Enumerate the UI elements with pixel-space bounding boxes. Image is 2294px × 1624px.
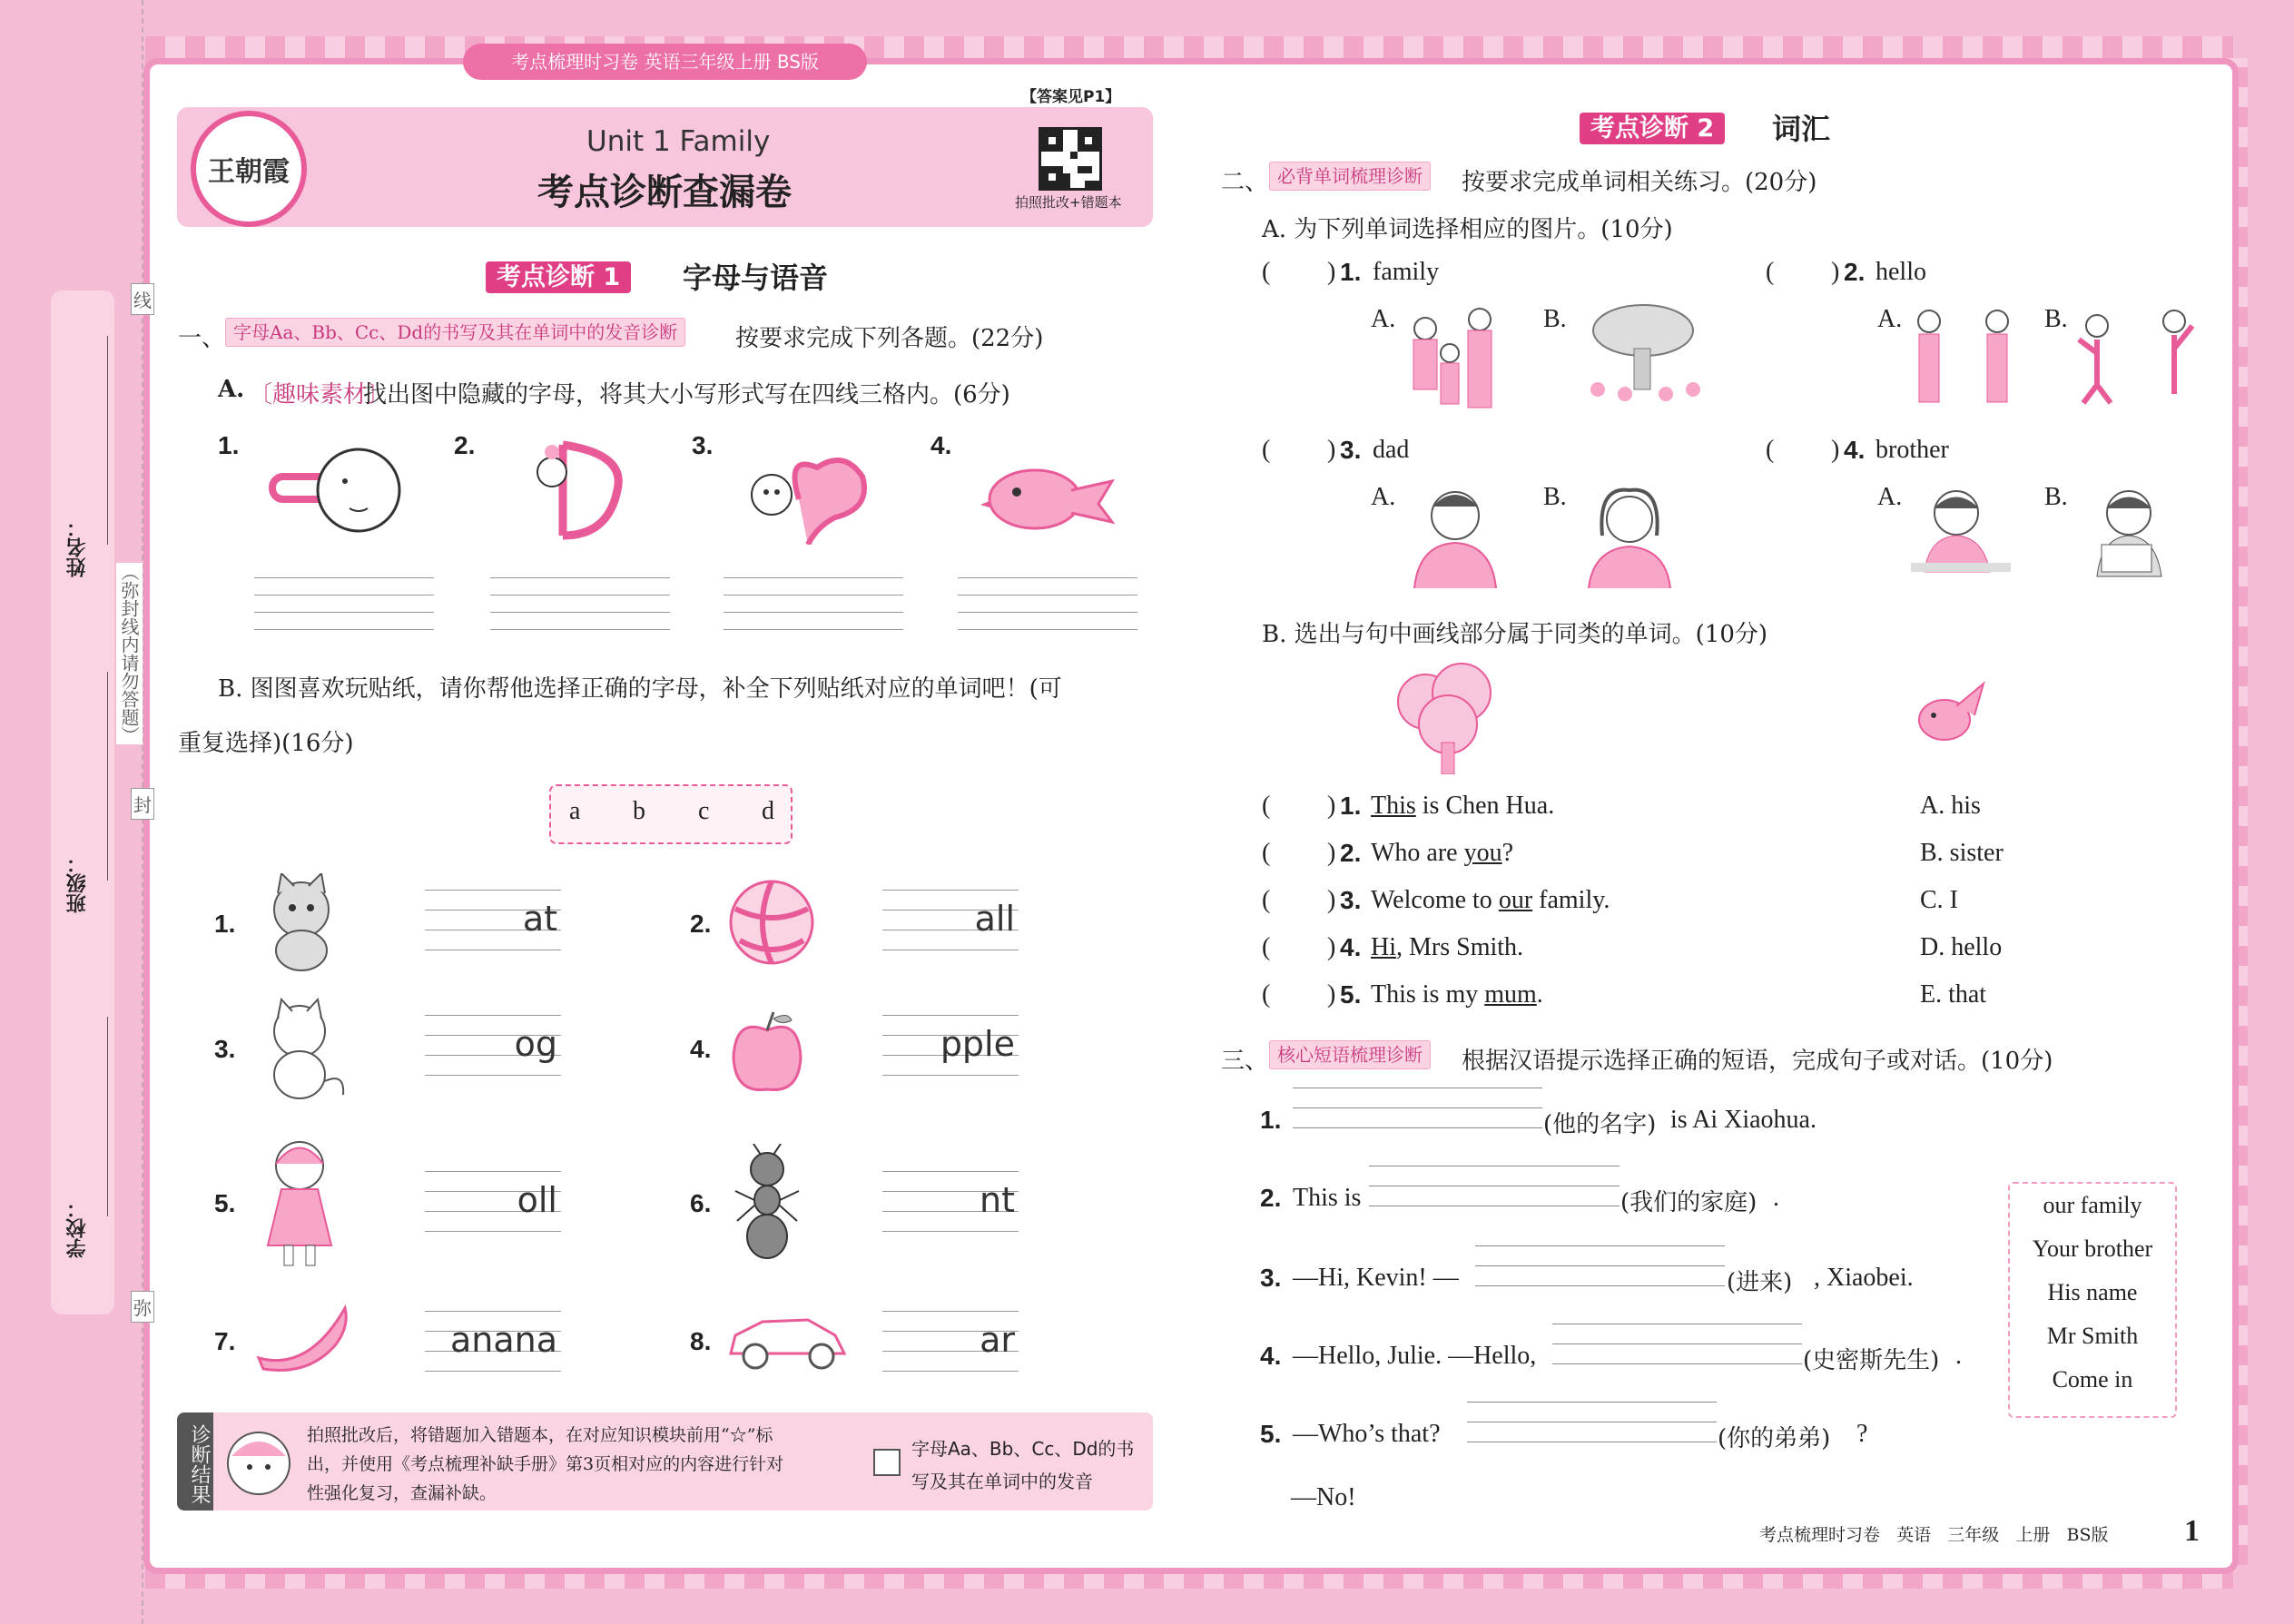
part2-b-2-underlined: you bbox=[1463, 839, 1502, 867]
part2-a-2-option-a: A. bbox=[1877, 305, 1903, 333]
diagnosis-check-label-line1: 字母Aa、Bb、Cc、Dd的书 bbox=[911, 1438, 1135, 1460]
part2-pill: 必背单词梳理诊断 bbox=[1269, 162, 1431, 191]
class-line bbox=[107, 672, 108, 881]
phrase-option-1: our family bbox=[2043, 1192, 2142, 1218]
seal-mark-feng: 封 bbox=[131, 788, 154, 820]
part2-a-2-paren-close: ) bbox=[1831, 258, 1840, 286]
sticker-4-word-lines[interactable] bbox=[882, 1015, 1019, 1075]
sticker-4-word: pple bbox=[940, 1024, 1015, 1064]
diagnosis-text-line2: 出，并使用《考点梳理补缺手册》第3页相对应的内容进行针对 bbox=[307, 1454, 784, 1474]
tree-picture bbox=[1389, 661, 1507, 774]
part1-a-pill: 〔趣味素材〕 bbox=[249, 381, 391, 408]
doll-sticker bbox=[259, 1137, 340, 1273]
part3-1-hint: (他的名字) bbox=[1543, 1111, 1657, 1138]
sticker-2-word: all bbox=[974, 899, 1015, 939]
part2-b-1-sentence bbox=[1371, 792, 1554, 821]
part2-a-1-paren-close: ) bbox=[1327, 258, 1336, 286]
sticker-8-number: 8. bbox=[690, 1327, 712, 1355]
section2-tag-wrap bbox=[1580, 108, 1725, 143]
sticker-7-word: anana bbox=[449, 1320, 557, 1360]
part3-1-number: 1. bbox=[1260, 1106, 1282, 1134]
part2-b-3-underlined: our bbox=[1498, 886, 1533, 914]
diagnosis-checkbox[interactable] bbox=[873, 1449, 901, 1476]
part3-5-answer-lines[interactable] bbox=[1467, 1402, 1717, 1442]
hello-picture-b bbox=[2074, 303, 2201, 412]
part2-a-instruction: A. 为下列单词选择相应的图片。(10分) bbox=[1262, 216, 1673, 243]
part2-pill-wrap bbox=[1269, 162, 1431, 188]
part3-4-pre: —Hello, Julie. —Hello, bbox=[1293, 1342, 1537, 1370]
letter-option-c: c bbox=[698, 797, 710, 825]
hello-picture-a bbox=[1906, 303, 2024, 412]
sticker-5-word: oll bbox=[517, 1180, 557, 1220]
sticker-4-number: 4. bbox=[690, 1035, 712, 1063]
part1-pill-wrap bbox=[225, 318, 685, 344]
phrase-options-box bbox=[2008, 1182, 2177, 1418]
part2-a-1-option-b: B. bbox=[1543, 305, 1567, 333]
part3-5-reply: —No! bbox=[1291, 1483, 1356, 1511]
part2-a-2-paren-open: ( bbox=[1766, 258, 1775, 286]
part1-b-instruction-line2: 重复选择)(16分) bbox=[178, 730, 354, 757]
part3-number: 三、 bbox=[1221, 1048, 1269, 1075]
part1-a-label: A. bbox=[218, 376, 245, 403]
section1-tag-wrap bbox=[486, 257, 631, 292]
diagnosis-check-label-line2: 写及其在单词中的发音 bbox=[911, 1471, 1093, 1492]
part2-b-4-sentence bbox=[1371, 933, 1523, 962]
sticker-1-number: 1. bbox=[214, 910, 236, 938]
sticker-3-word-lines[interactable] bbox=[425, 1015, 561, 1075]
part2-b-5-paren-open: ( bbox=[1262, 980, 1271, 1009]
part2-a-1-paren-open: ( bbox=[1262, 258, 1271, 286]
sticker-6-word: nt bbox=[980, 1180, 1015, 1220]
part3-5-number: 5. bbox=[1260, 1420, 1282, 1448]
part2-b-2-paren-open: ( bbox=[1262, 839, 1271, 867]
part2-b-4-paren-open: ( bbox=[1262, 933, 1271, 961]
ball-sticker bbox=[726, 877, 817, 968]
sticker-2-word-lines[interactable] bbox=[882, 890, 1019, 950]
part3-4-hint: (史密斯先生) bbox=[1803, 1347, 1940, 1374]
banana-sticker bbox=[254, 1304, 354, 1376]
class-label: 班级： bbox=[66, 853, 89, 913]
sticker-3-number: 3. bbox=[214, 1035, 236, 1063]
sticker-1-word-lines[interactable] bbox=[425, 890, 561, 950]
part2-a-2-number: 2. bbox=[1844, 258, 1866, 286]
sticker-7-word-lines[interactable] bbox=[425, 1311, 561, 1371]
a-item-2-number: 2. bbox=[454, 431, 476, 459]
section2-title: 词汇 bbox=[1772, 112, 1831, 146]
part2-b-4-underlined: Hi bbox=[1371, 933, 1396, 961]
seal-mark-line: 线 bbox=[131, 283, 154, 315]
brother-picture-b bbox=[2074, 481, 2183, 581]
part1-number: 一、 bbox=[178, 325, 226, 352]
part2-a-4-word: brother bbox=[1876, 436, 1949, 464]
part3-pill-wrap bbox=[1269, 1040, 1431, 1067]
apple-sticker bbox=[726, 1008, 808, 1098]
part2-b-1-paren-close: ) bbox=[1327, 792, 1336, 820]
part3-pill: 核心短语梳理诊断 bbox=[1269, 1040, 1431, 1069]
part2-b-5-post: . bbox=[1536, 980, 1543, 1009]
part2-b-2-number: 2. bbox=[1340, 839, 1362, 867]
phrase-option-4: Mr Smith bbox=[2046, 1323, 2139, 1349]
part2-a-3-number: 3. bbox=[1340, 436, 1362, 464]
part2-b-5-number: 5. bbox=[1340, 980, 1362, 1009]
a-item-3-number: 3. bbox=[692, 431, 714, 459]
part3-4-number: 4. bbox=[1260, 1342, 1282, 1370]
part2-a-3-option-a: A. bbox=[1371, 483, 1396, 511]
a-item-2-writing-lines[interactable] bbox=[490, 577, 670, 630]
part1-a-instruction: 找出图中隐藏的字母，将其大小写形式写在四线三格内。(6分) bbox=[363, 381, 1010, 408]
part3-1-answer-lines[interactable] bbox=[1293, 1088, 1542, 1127]
part3-instruction: 根据汉语提示选择正确的短语，完成句子或对话。(10分) bbox=[1462, 1048, 2053, 1075]
sticker-8-word: ar bbox=[980, 1320, 1015, 1360]
bird-letter-picture bbox=[980, 454, 1117, 545]
logo-text: 王朝霞 bbox=[208, 157, 290, 187]
face-letter-picture bbox=[263, 436, 418, 545]
part3-1-post: is Ai Xiaohua. bbox=[1670, 1106, 1816, 1134]
part2-b-option-a: A. his bbox=[1920, 792, 1981, 820]
page-number: 1 bbox=[2184, 1514, 2200, 1548]
a-item-3-writing-lines[interactable] bbox=[724, 577, 903, 630]
qr-code[interactable] bbox=[1039, 127, 1102, 191]
part3-2-hint: (我们的家庭) bbox=[1620, 1189, 1757, 1216]
school-label: 学校： bbox=[66, 1198, 89, 1258]
part2-a-1-number: 1. bbox=[1340, 258, 1362, 286]
car-sticker bbox=[726, 1304, 849, 1376]
part3-2-answer-lines[interactable] bbox=[1369, 1166, 1620, 1206]
family-picture-a bbox=[1403, 303, 1502, 412]
sticker-8-word-lines[interactable] bbox=[882, 1311, 1019, 1371]
part3-2-number: 2. bbox=[1260, 1184, 1282, 1212]
part2-b-4-number: 4. bbox=[1340, 933, 1362, 961]
part2-b-3-paren-close: ) bbox=[1327, 886, 1336, 914]
part2-instruction: 按要求完成单词相关练习。(20分) bbox=[1462, 169, 1817, 196]
part2-a-1-option-a: A. bbox=[1371, 305, 1396, 333]
sticker-7-number: 7. bbox=[214, 1327, 236, 1355]
answer-reference: 【答案见P1】 bbox=[1021, 88, 1121, 106]
part2-a-4-option-a: A. bbox=[1877, 483, 1903, 511]
letter-option-d: d bbox=[762, 797, 774, 825]
part2-b-3-number: 3. bbox=[1340, 886, 1362, 914]
part2-a-2-option-b: B. bbox=[2044, 305, 2068, 333]
sticker-3-word: og bbox=[514, 1024, 557, 1064]
part2-b-3-paren-open: ( bbox=[1262, 886, 1271, 914]
diagnosis-label: 诊断结果 bbox=[177, 1412, 213, 1511]
part3-3-hint: (进来) bbox=[1727, 1269, 1793, 1296]
part2-b-instruction: B. 选出与句中画线部分属于同类的单词。(10分) bbox=[1262, 621, 1768, 648]
part3-5-post: ? bbox=[1856, 1420, 1868, 1448]
part2-b-1-number: 1. bbox=[1340, 792, 1362, 820]
a-item-1-number: 1. bbox=[218, 431, 240, 459]
unit-title: Unit 1 Family bbox=[586, 125, 771, 158]
part2-a-4-number: 4. bbox=[1844, 436, 1866, 464]
part3-2-post: . bbox=[1773, 1184, 1779, 1212]
part1-pill: 字母Aa、Bb、Cc、Dd的书写及其在单词中的发音诊断 bbox=[225, 318, 685, 347]
part2-b-1-post: is Chen Hua. bbox=[1415, 792, 1555, 820]
diagnosis-text-line1: 拍照批改后，将错题加入错题本，在对应知识模块前用“☆”标 bbox=[307, 1425, 773, 1445]
part2-a-4-paren-close: ) bbox=[1831, 436, 1840, 464]
part2-b-option-b: B. sister bbox=[1920, 839, 2004, 867]
part3-3-number: 3. bbox=[1260, 1264, 1282, 1292]
a-item-4-number: 4. bbox=[930, 431, 952, 459]
family-picture-b bbox=[1575, 303, 1711, 412]
part2-a-3-paren-open: ( bbox=[1262, 436, 1271, 464]
phrase-option-5: Come in bbox=[2052, 1366, 2133, 1393]
name-label: 姓名： bbox=[66, 517, 89, 577]
dad-picture-a bbox=[1405, 481, 1505, 588]
part3-4-answer-lines[interactable] bbox=[1552, 1324, 1802, 1363]
part2-number: 二、 bbox=[1221, 169, 1269, 196]
qr-caption: 拍照批改+错题本 bbox=[1015, 194, 1122, 211]
part2-b-3-sentence bbox=[1371, 886, 1610, 915]
part2-b-3-pre: Welcome to bbox=[1371, 886, 1499, 914]
part1-b-instruction-line1: B. 图图喜欢玩贴纸，请你帮他选择正确的字母，补全下列贴纸对应的单词吧！(可 bbox=[218, 675, 1062, 703]
a-item-1-writing-lines[interactable] bbox=[254, 577, 434, 630]
part2-b-1-paren-open: ( bbox=[1262, 792, 1271, 820]
publisher-logo bbox=[191, 111, 307, 227]
cat-sticker bbox=[256, 873, 347, 973]
series-title-bar: 考点梳理时习卷 英语三年级上册 BS版 bbox=[463, 44, 867, 80]
paper-title: 考点诊断查漏卷 bbox=[537, 172, 792, 213]
section1-title: 字母与语音 bbox=[683, 261, 829, 295]
school-line bbox=[107, 1017, 108, 1216]
part3-5-hint: (你的弟弟) bbox=[1718, 1425, 1831, 1452]
letter-options-box bbox=[549, 784, 793, 844]
part2-a-3-word: dad bbox=[1373, 436, 1410, 464]
dog-sticker bbox=[254, 995, 354, 1104]
part2-a-3-paren-close: ) bbox=[1327, 436, 1336, 464]
seal-mark-mi: 弥 bbox=[131, 1291, 154, 1323]
student-info-strip bbox=[51, 290, 114, 1314]
phrase-option-3: His name bbox=[2047, 1279, 2138, 1305]
brother-picture-a bbox=[1906, 481, 2015, 581]
part3-4-post: . bbox=[1955, 1342, 1962, 1370]
sticker-2-number: 2. bbox=[690, 910, 712, 938]
bird-picture bbox=[1906, 679, 1988, 752]
part2-a-3-option-b: B. bbox=[1543, 483, 1567, 511]
ant-sticker bbox=[726, 1144, 808, 1262]
part2-b-4-paren-close: ) bbox=[1327, 933, 1336, 961]
sticker-1-word: at bbox=[522, 899, 557, 939]
dad-picture-b bbox=[1580, 481, 1679, 588]
part2-b-5-underlined: mum bbox=[1484, 980, 1537, 1009]
part2-b-2-sentence bbox=[1371, 839, 1513, 868]
name-line bbox=[107, 336, 108, 545]
part3-3-answer-lines[interactable] bbox=[1475, 1245, 1725, 1285]
sticker-6-word-lines[interactable] bbox=[882, 1171, 1019, 1231]
sticker-5-word-lines[interactable] bbox=[425, 1171, 561, 1231]
part2-b-option-c: C. I bbox=[1920, 886, 1958, 914]
section2-tag: 考点诊断 2 bbox=[1580, 113, 1725, 144]
part2-b-option-e: E. that bbox=[1920, 980, 1987, 1009]
part2-a-4-option-b: B. bbox=[2044, 483, 2068, 511]
part3-2-pre: This is bbox=[1293, 1184, 1362, 1212]
phrase-option-2: Your brother bbox=[2032, 1235, 2153, 1262]
part2-b-2-pre: Who are bbox=[1371, 839, 1464, 867]
part2-b-5-sentence bbox=[1371, 980, 1543, 1009]
part2-b-5-pre: This is my bbox=[1371, 980, 1485, 1009]
part2-b-1-underlined: This bbox=[1371, 792, 1416, 820]
part2-b-2-post: ? bbox=[1501, 839, 1514, 867]
sticker-5-number: 5. bbox=[214, 1189, 236, 1217]
part2-a-4-paren-open: ( bbox=[1766, 436, 1775, 464]
a-item-4-writing-lines[interactable] bbox=[958, 577, 1137, 630]
sticker-6-number: 6. bbox=[690, 1189, 712, 1217]
part2-a-1-word: family bbox=[1373, 258, 1440, 286]
bee-letter-picture bbox=[735, 445, 881, 545]
part2-b-4-post: , Mrs Smith. bbox=[1396, 933, 1524, 961]
part3-3-post: , Xiaobei. bbox=[1814, 1264, 1914, 1292]
part2-b-5-paren-close: ) bbox=[1327, 980, 1336, 1009]
part3-5-pre: —Who’s that? bbox=[1293, 1420, 1441, 1448]
page-footer-text: 考点梳理时习卷 英语 三年级 上册 BS版 bbox=[1759, 1525, 2109, 1545]
student-avatar bbox=[222, 1427, 295, 1500]
part2-b-2-paren-close: ) bbox=[1327, 839, 1336, 867]
seal-note: （弥封线内请勿答题） bbox=[116, 563, 143, 744]
part3-3-pre: —Hi, Kevin! — bbox=[1293, 1264, 1459, 1292]
part1-instruction: 按要求完成下列各题。(22分) bbox=[735, 325, 1044, 352]
part2-b-3-post: family. bbox=[1532, 886, 1610, 914]
diagnosis-text-line3: 性强化复习，查漏补缺。 bbox=[307, 1483, 497, 1503]
section1-tag: 考点诊断 1 bbox=[486, 261, 631, 293]
letter-option-b: b bbox=[633, 797, 645, 825]
flower-letter-picture bbox=[517, 436, 645, 563]
part2-b-option-d: D. hello bbox=[1920, 933, 2003, 961]
letter-option-a: a bbox=[569, 797, 581, 825]
part2-a-2-word: hello bbox=[1876, 258, 1926, 286]
